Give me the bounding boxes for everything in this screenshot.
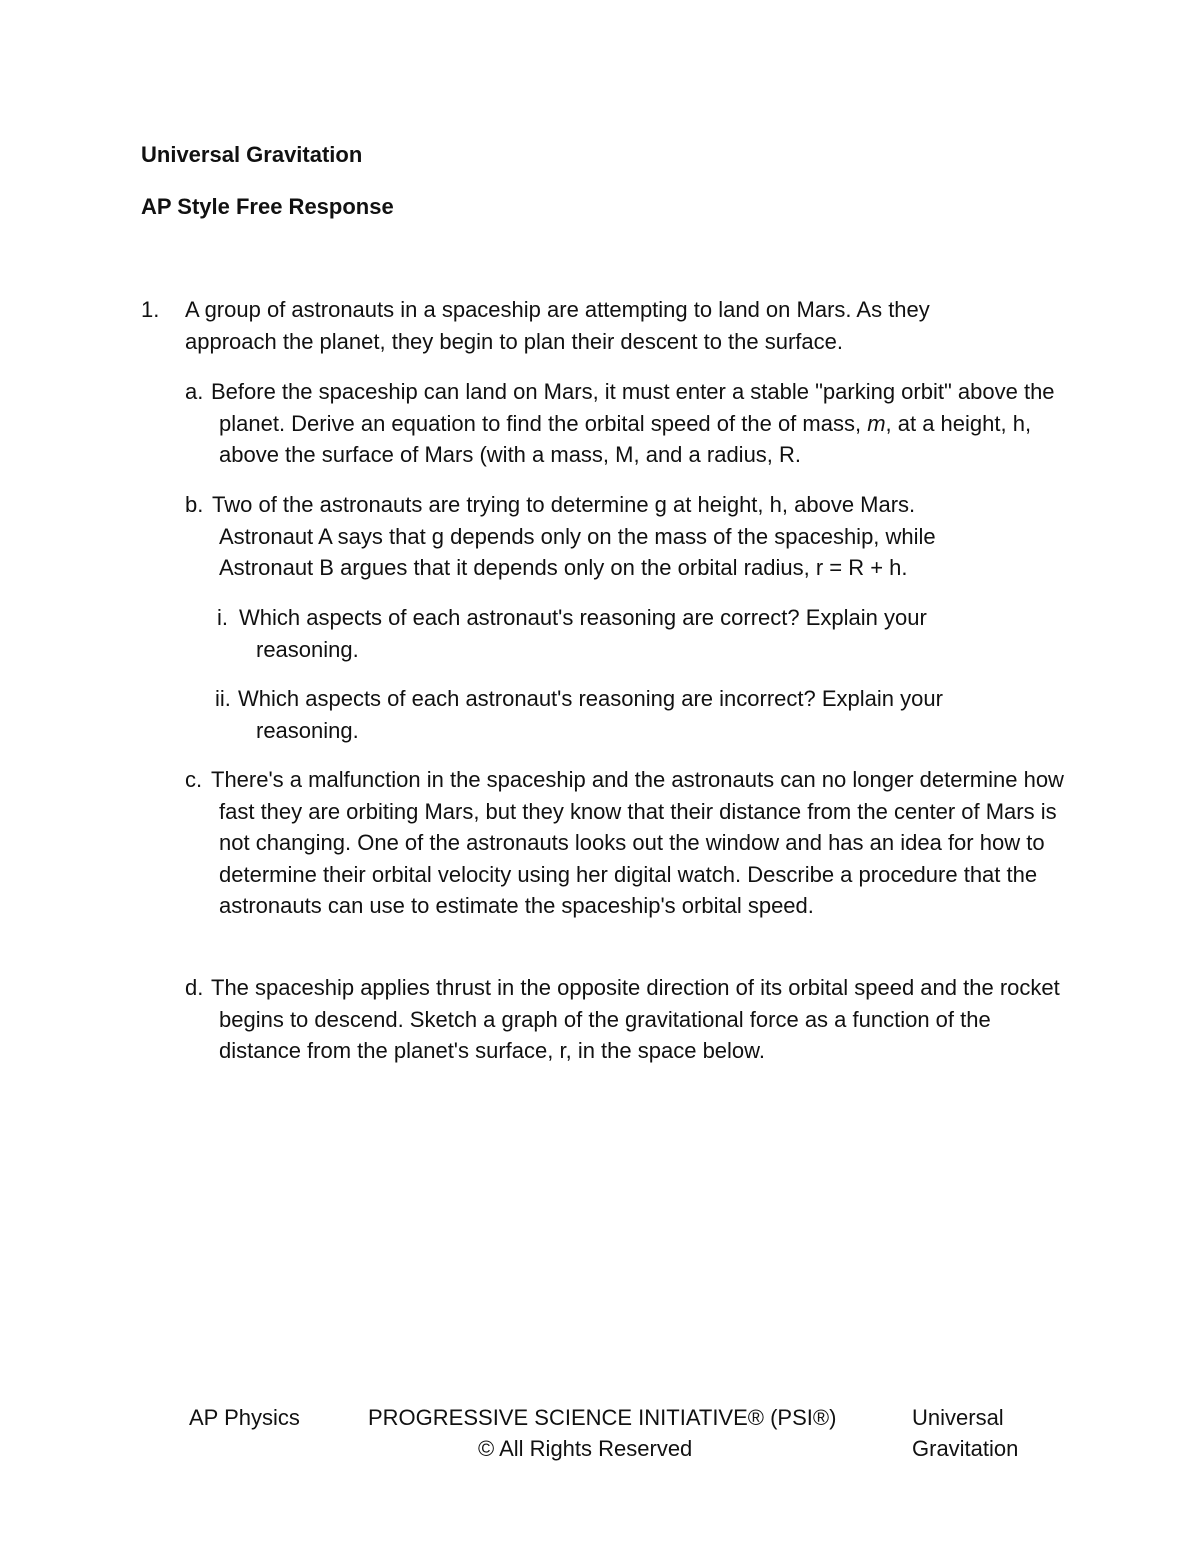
question-text: A group of astronauts in a spaceship are attempting to land on Mars. As they approach the planet, they begin to plan their descent to the surface. xyxy=(185,297,930,354)
footer-copyright: © All Rights Reserved xyxy=(478,1436,693,1461)
part-c-label: c. xyxy=(185,767,203,792)
part-d-label: d. xyxy=(185,975,204,1000)
question-number: 1. xyxy=(141,297,160,322)
document-title: Universal Gravitation xyxy=(141,142,363,167)
footer-publisher: PROGRESSIVE SCIENCE INITIATIVE® (PSI®) xyxy=(368,1405,837,1430)
part-a-mass-variable: m xyxy=(867,410,886,436)
part-b-label: b. xyxy=(185,492,204,517)
part-c-text: There's a malfunction in the spaceship and the astronauts can no longer determine how fast they are orbiting Mars, but they know that their distance from the center of Mars is not changing. One of the astronauts looks out the window and has an idea for how to determine their orbital velocity using her digital watch. Describe a procedure that the astronauts can use to estimate the spaceship's orbital speed. xyxy=(211,767,1064,918)
part-a-label: a. xyxy=(185,379,204,404)
footer-topic-line2: Gravitation xyxy=(912,1436,1019,1461)
part-b-text: Two of the astronauts are trying to determine g at height, h, above Mars. Astronaut A says that g depends only on the mass of the spaceship, while Astronaut B argues that it depends only on the orbital radius, r = R + h. xyxy=(212,492,936,580)
part-b-i-label: i. xyxy=(217,605,228,630)
part-a-text-before: Before the spaceship can land on Mars, it must enter a stable "parking orbit" above the planet. Derive an equation to find the orbital speed of the of mass, xyxy=(211,379,1055,436)
document-subtitle: AP Style Free Response xyxy=(141,194,394,219)
part-d-text: The spaceship applies thrust in the opposite direction of its orbital speed and the rocket begins to descend. Sketch a graph of the gravitational force as a function of the distance from the planet's surface, r, in the space below. xyxy=(211,975,1060,1063)
part-a-text-after: , at a height, h, above the surface of Mars (with a mass, M, and a radius, R. xyxy=(219,410,1032,467)
part-b-ii-label: ii. xyxy=(215,686,231,711)
footer-topic-line1: Universal xyxy=(912,1405,1004,1430)
footer-course: AP Physics xyxy=(189,1405,300,1430)
part-b-ii-text: Which aspects of each astronaut's reasoning are incorrect? Explain your reasoning. xyxy=(238,686,943,743)
part-b-i-text: Which aspects of each astronaut's reasoning are correct? Explain your reasoning. xyxy=(239,605,927,662)
part-a-text xyxy=(211,376,1059,471)
